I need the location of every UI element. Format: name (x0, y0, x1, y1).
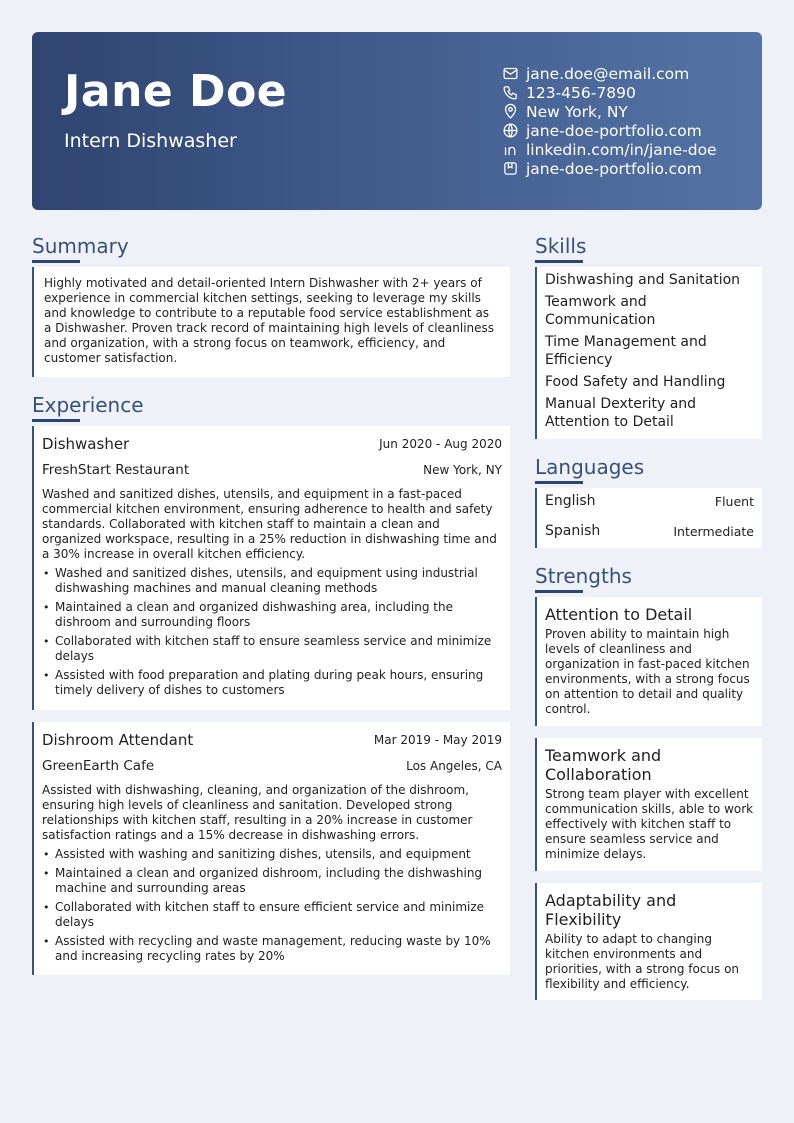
job-title: Dishroom Attendant (42, 731, 194, 749)
job-dates: Mar 2019 - May 2019 (373, 733, 502, 747)
strength-card (535, 738, 762, 871)
language-level: Intermediate (673, 524, 754, 539)
mail-icon (502, 65, 519, 82)
contact-portfolio[interactable] (502, 159, 717, 178)
skill-item: Teamwork and Communication (545, 294, 656, 328)
list-item: • Assisted with food preparation and plating during peak hours, ensuring timely delivery of dishes to customers (42, 668, 502, 698)
job-company: FreshStart Restaurant (42, 462, 190, 478)
contact-text: New York, NY (526, 102, 628, 121)
summary-text: Highly motivated and detail-oriented Intern Dishwasher with 2+ years of experience in commercial kitchen settings, seeking to leverage my skills and knowledge to contribute to a reputable food service establishment as a Dishwasher. Proven track record of maintaining high levels of cleanliness and organization, with a strong focus on teamwork, efficiency, and customer satisfaction. (44, 276, 495, 365)
job-description: Washed and sanitized dishes, utensils, and equipment in a fast-paced commercial kitchen environment, ensuring adherence to health and safety standards. Collaborated with kitchen staff to maintain a clean and organized workspace, resulting in a 25% reduction in dishwashing time and a 30% increase in overall kitchen efficiency. (42, 487, 497, 561)
strength-description: Proven ability to maintain high levels of cleanliness and organization in fast-paced kitchen environments, with a strong focus on attention to detail and quality control. (545, 627, 750, 716)
job-title: Dishwasher (42, 435, 130, 453)
section-underline (32, 419, 80, 422)
contact-text: jane.doe@email.com (526, 64, 690, 83)
strength-title: Adaptability and Flexibility (545, 891, 677, 929)
job-dates: Jun 2020 - Aug 2020 (379, 437, 502, 451)
job-company: GreenEarth Cafe (42, 758, 155, 774)
job-description: Assisted with dishwashing, cleaning, and organization of the dishroom, ensuring high levels of cleanliness and sanitation. Developed strong relationships with kitchen staff, resulting in a 20% increase in customer satisfaction ratings and a 15% decrease in dishwashing errors. (42, 783, 473, 842)
job-location: Los Angeles, CA (406, 759, 502, 773)
list-item: • Collaborated with kitchen staff to ensure efficient service and minimize delays (42, 900, 502, 930)
language-level: Fluent (714, 494, 754, 509)
contact-text: 123-456-7890 (526, 83, 636, 102)
list-item: • Maintained a clean and organized dishwashing area, including the dishroom and surrounding floors (42, 600, 502, 630)
resume-header (32, 32, 762, 210)
location-pin-icon (502, 103, 519, 120)
strength-description: Ability to adapt to changing kitchen environments and priorities, with a strong focus on flexibility and efficiency. (545, 932, 740, 991)
phone-icon (502, 84, 519, 101)
section-underline (535, 481, 583, 484)
portfolio-icon (502, 160, 519, 177)
strength-description: Strong team player with excellent communication skills, able to work effectively with kitchen staff to ensure seamless service and minimize delays. (545, 787, 754, 861)
contact-text: linkedin.com/in/jane-doe (526, 140, 717, 159)
candidate-name: Jane Doe (64, 66, 288, 117)
contact-location (502, 102, 717, 121)
linkedin-icon (502, 141, 519, 158)
skills-card (535, 267, 762, 439)
section-title-summary: Summary (32, 234, 129, 258)
skill-item: Manual Dexterity and Attention to Detail (545, 396, 697, 430)
section-underline (32, 260, 80, 263)
list-item: • Washed and sanitized dishes, utensils, and equipment using industrial dishwashing machines and manual cleaning methods (42, 566, 502, 596)
strength-card (535, 597, 762, 726)
language-name: English (545, 493, 596, 509)
contact-linkedin[interactable] (502, 140, 717, 159)
list-item: • Collaborated with kitchen staff to ensure seamless service and minimize delays (42, 634, 502, 664)
contact-website[interactable] (502, 121, 717, 140)
contact-phone[interactable] (502, 83, 717, 102)
contact-list (502, 64, 717, 178)
strength-card (535, 883, 762, 1000)
job-bullets (42, 566, 502, 702)
section-underline (535, 590, 583, 593)
candidate-role: Intern Dishwasher (64, 130, 237, 152)
skill-item: Time Management and Efficiency (545, 334, 707, 368)
experience-item (32, 426, 510, 710)
section-title-experience: Experience (32, 393, 144, 417)
section-title-strengths: Strengths (535, 564, 632, 588)
job-location: New York, NY (423, 463, 502, 477)
list-item: • Maintained a clean and organized dishroom, including the dishwashing machine and surrounding areas (42, 866, 502, 896)
list-item: • Assisted with recycling and waste management, reducing waste by 10% and increasing recycling rates by 20% (42, 934, 502, 964)
languages-card (535, 488, 762, 548)
job-bullets (42, 847, 502, 968)
contact-text: jane-doe-portfolio.com (526, 121, 702, 140)
section-title-languages: Languages (535, 455, 645, 479)
skill-item: Food Safety and Handling (545, 374, 726, 390)
contact-text: jane-doe-portfolio.com (526, 159, 702, 178)
list-item: • Assisted with washing and sanitizing dishes, utensils, and equipment (42, 847, 502, 862)
experience-item (32, 722, 510, 975)
strength-title: Attention to Detail (545, 605, 693, 624)
skill-item: Dishwashing and Sanitation (545, 272, 741, 288)
strength-title: Teamwork and Collaboration (545, 746, 662, 784)
contact-email[interactable] (502, 64, 717, 83)
section-underline (535, 260, 583, 263)
summary-card (32, 267, 510, 377)
globe-icon (502, 122, 519, 139)
language-name: Spanish (545, 523, 601, 539)
section-title-skills: Skills (535, 234, 587, 258)
